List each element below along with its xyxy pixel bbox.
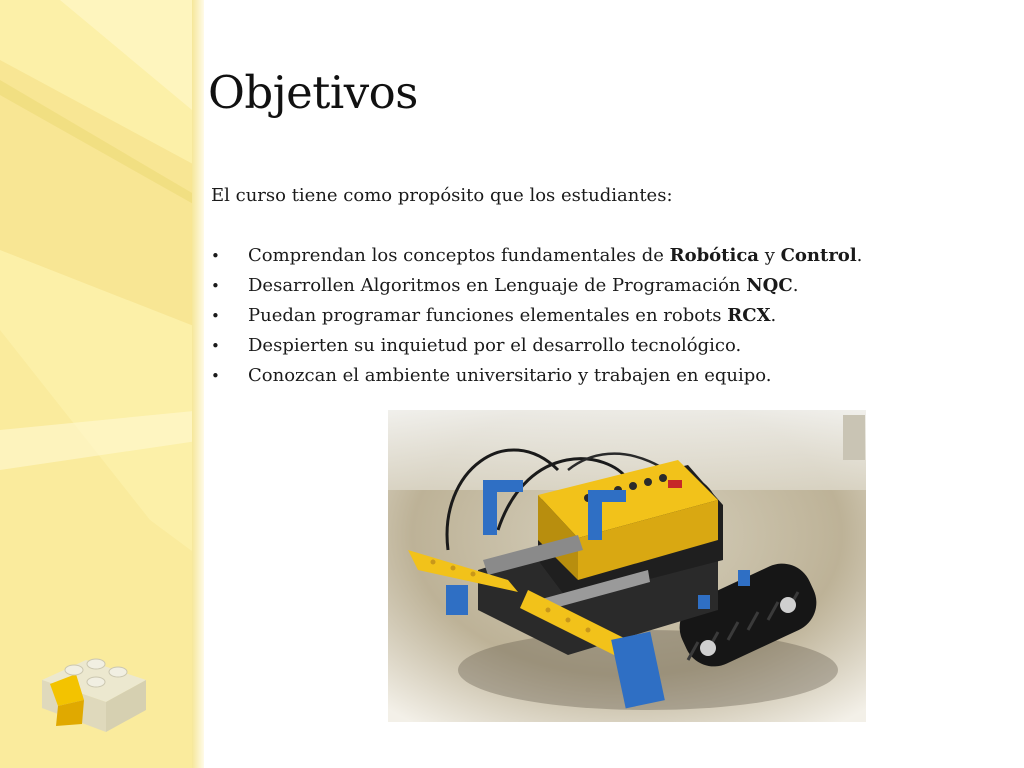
objective-text: Conozcan el ambiente universitario y trabajen en equipo.: [248, 365, 772, 386]
objective-keyword: Control: [780, 245, 857, 266]
objective-text: .: [856, 245, 863, 266]
objective-text: y: [758, 245, 781, 266]
bullet-icon: •: [211, 367, 220, 385]
bullet-icon: •: [211, 247, 220, 265]
objective-item: [211, 364, 862, 394]
lego-robot-photo: [388, 410, 866, 722]
objective-item: [211, 334, 862, 364]
objective-item: [211, 244, 862, 274]
objective-text: Comprendan los conceptos fundamentales de: [248, 245, 670, 266]
objective-keyword: Robótica: [669, 245, 759, 266]
side-panel-edge: [192, 0, 204, 768]
objectives-list: [211, 244, 862, 394]
objective-text: .: [792, 275, 799, 296]
bullet-icon: •: [211, 307, 220, 325]
objective-item: [211, 304, 862, 334]
lego-brick-logo: [36, 640, 156, 744]
objective-keyword: RCX: [727, 305, 771, 326]
slide-title: Objetivos: [208, 66, 418, 119]
objective-item: [211, 274, 862, 304]
objective-text: .: [770, 305, 777, 326]
objective-text: Despierten su inquietud por el desarrollo tecnológico.: [248, 335, 742, 356]
objective-text: Desarrollen Algoritmos en Lenguaje de Programación: [248, 275, 747, 296]
objective-keyword: NQC: [746, 275, 793, 296]
bullet-icon: •: [211, 277, 220, 295]
objective-text: Puedan programar funciones elementales en robots: [248, 305, 728, 326]
bullet-icon: •: [211, 337, 220, 355]
intro-text: El curso tiene como propósito que los estudiantes:: [211, 185, 673, 206]
